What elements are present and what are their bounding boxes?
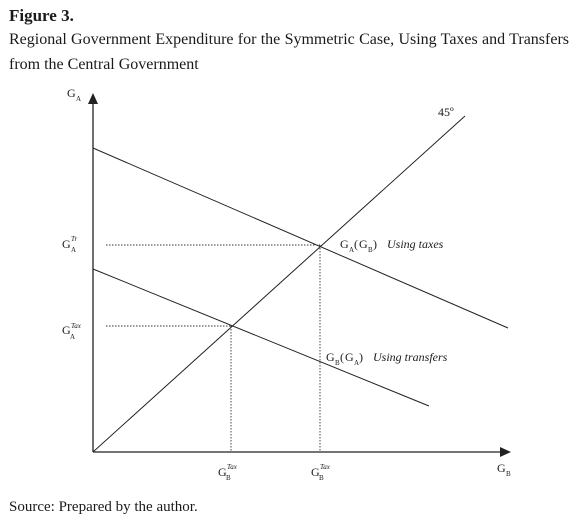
svg-text:G: G bbox=[67, 86, 76, 100]
curve-using-transfers bbox=[93, 269, 429, 406]
x-tick-tax-left bbox=[218, 463, 238, 482]
svg-text:): ) bbox=[373, 237, 377, 251]
y-axis-arrowhead bbox=[88, 93, 98, 104]
svg-text:A: A bbox=[354, 359, 360, 367]
svg-text:B: B bbox=[368, 246, 373, 254]
figure-source: Source: Prepared by the author. bbox=[9, 499, 198, 515]
svg-text:G: G bbox=[62, 237, 71, 251]
svg-text:(: ( bbox=[340, 350, 344, 364]
svg-text:A: A bbox=[76, 95, 82, 103]
svg-text:G: G bbox=[326, 350, 335, 364]
label-45-degree: 45º bbox=[438, 105, 454, 119]
svg-text:G: G bbox=[218, 465, 227, 479]
svg-text:A: A bbox=[349, 246, 355, 254]
svg-text:G: G bbox=[62, 323, 71, 337]
svg-text:Tr: Tr bbox=[71, 235, 78, 243]
svg-text:Tax: Tax bbox=[320, 463, 330, 471]
svg-text:G: G bbox=[497, 461, 506, 475]
x-tick-tax-right bbox=[311, 463, 331, 482]
svg-text:Tax: Tax bbox=[227, 463, 237, 471]
svg-text:B: B bbox=[335, 359, 340, 367]
svg-text:B: B bbox=[506, 470, 511, 478]
y-axis-title bbox=[67, 86, 81, 103]
svg-text:Using taxes: Using taxes bbox=[387, 237, 444, 251]
curve-using-taxes bbox=[93, 148, 508, 328]
svg-text:G: G bbox=[311, 465, 320, 479]
curve-taxes-label bbox=[340, 237, 444, 254]
svg-text:G: G bbox=[340, 237, 349, 251]
x-axis-arrowhead bbox=[500, 447, 511, 457]
figure-caption: Regional Government Expenditure for the Symmetric Case, Using Taxes and Transfers from the Central Government bbox=[9, 31, 569, 73]
line-45-degree bbox=[93, 116, 465, 452]
figure-label: Figure 3. bbox=[9, 6, 74, 25]
svg-text:B: B bbox=[319, 474, 324, 482]
y-tick-tax bbox=[62, 322, 82, 341]
svg-text:Tax: Tax bbox=[71, 322, 81, 330]
svg-text:(: ( bbox=[354, 237, 358, 251]
x-axis-title bbox=[497, 461, 511, 478]
curve-transfers-label bbox=[326, 350, 448, 367]
svg-text:): ) bbox=[359, 350, 363, 364]
svg-text:A: A bbox=[70, 333, 76, 341]
svg-text:G: G bbox=[345, 350, 354, 364]
y-tick-tr bbox=[62, 235, 78, 254]
svg-text:Using transfers: Using transfers bbox=[373, 350, 448, 364]
svg-text:B: B bbox=[226, 474, 231, 482]
svg-text:G: G bbox=[359, 237, 368, 251]
svg-text:A: A bbox=[71, 246, 77, 254]
